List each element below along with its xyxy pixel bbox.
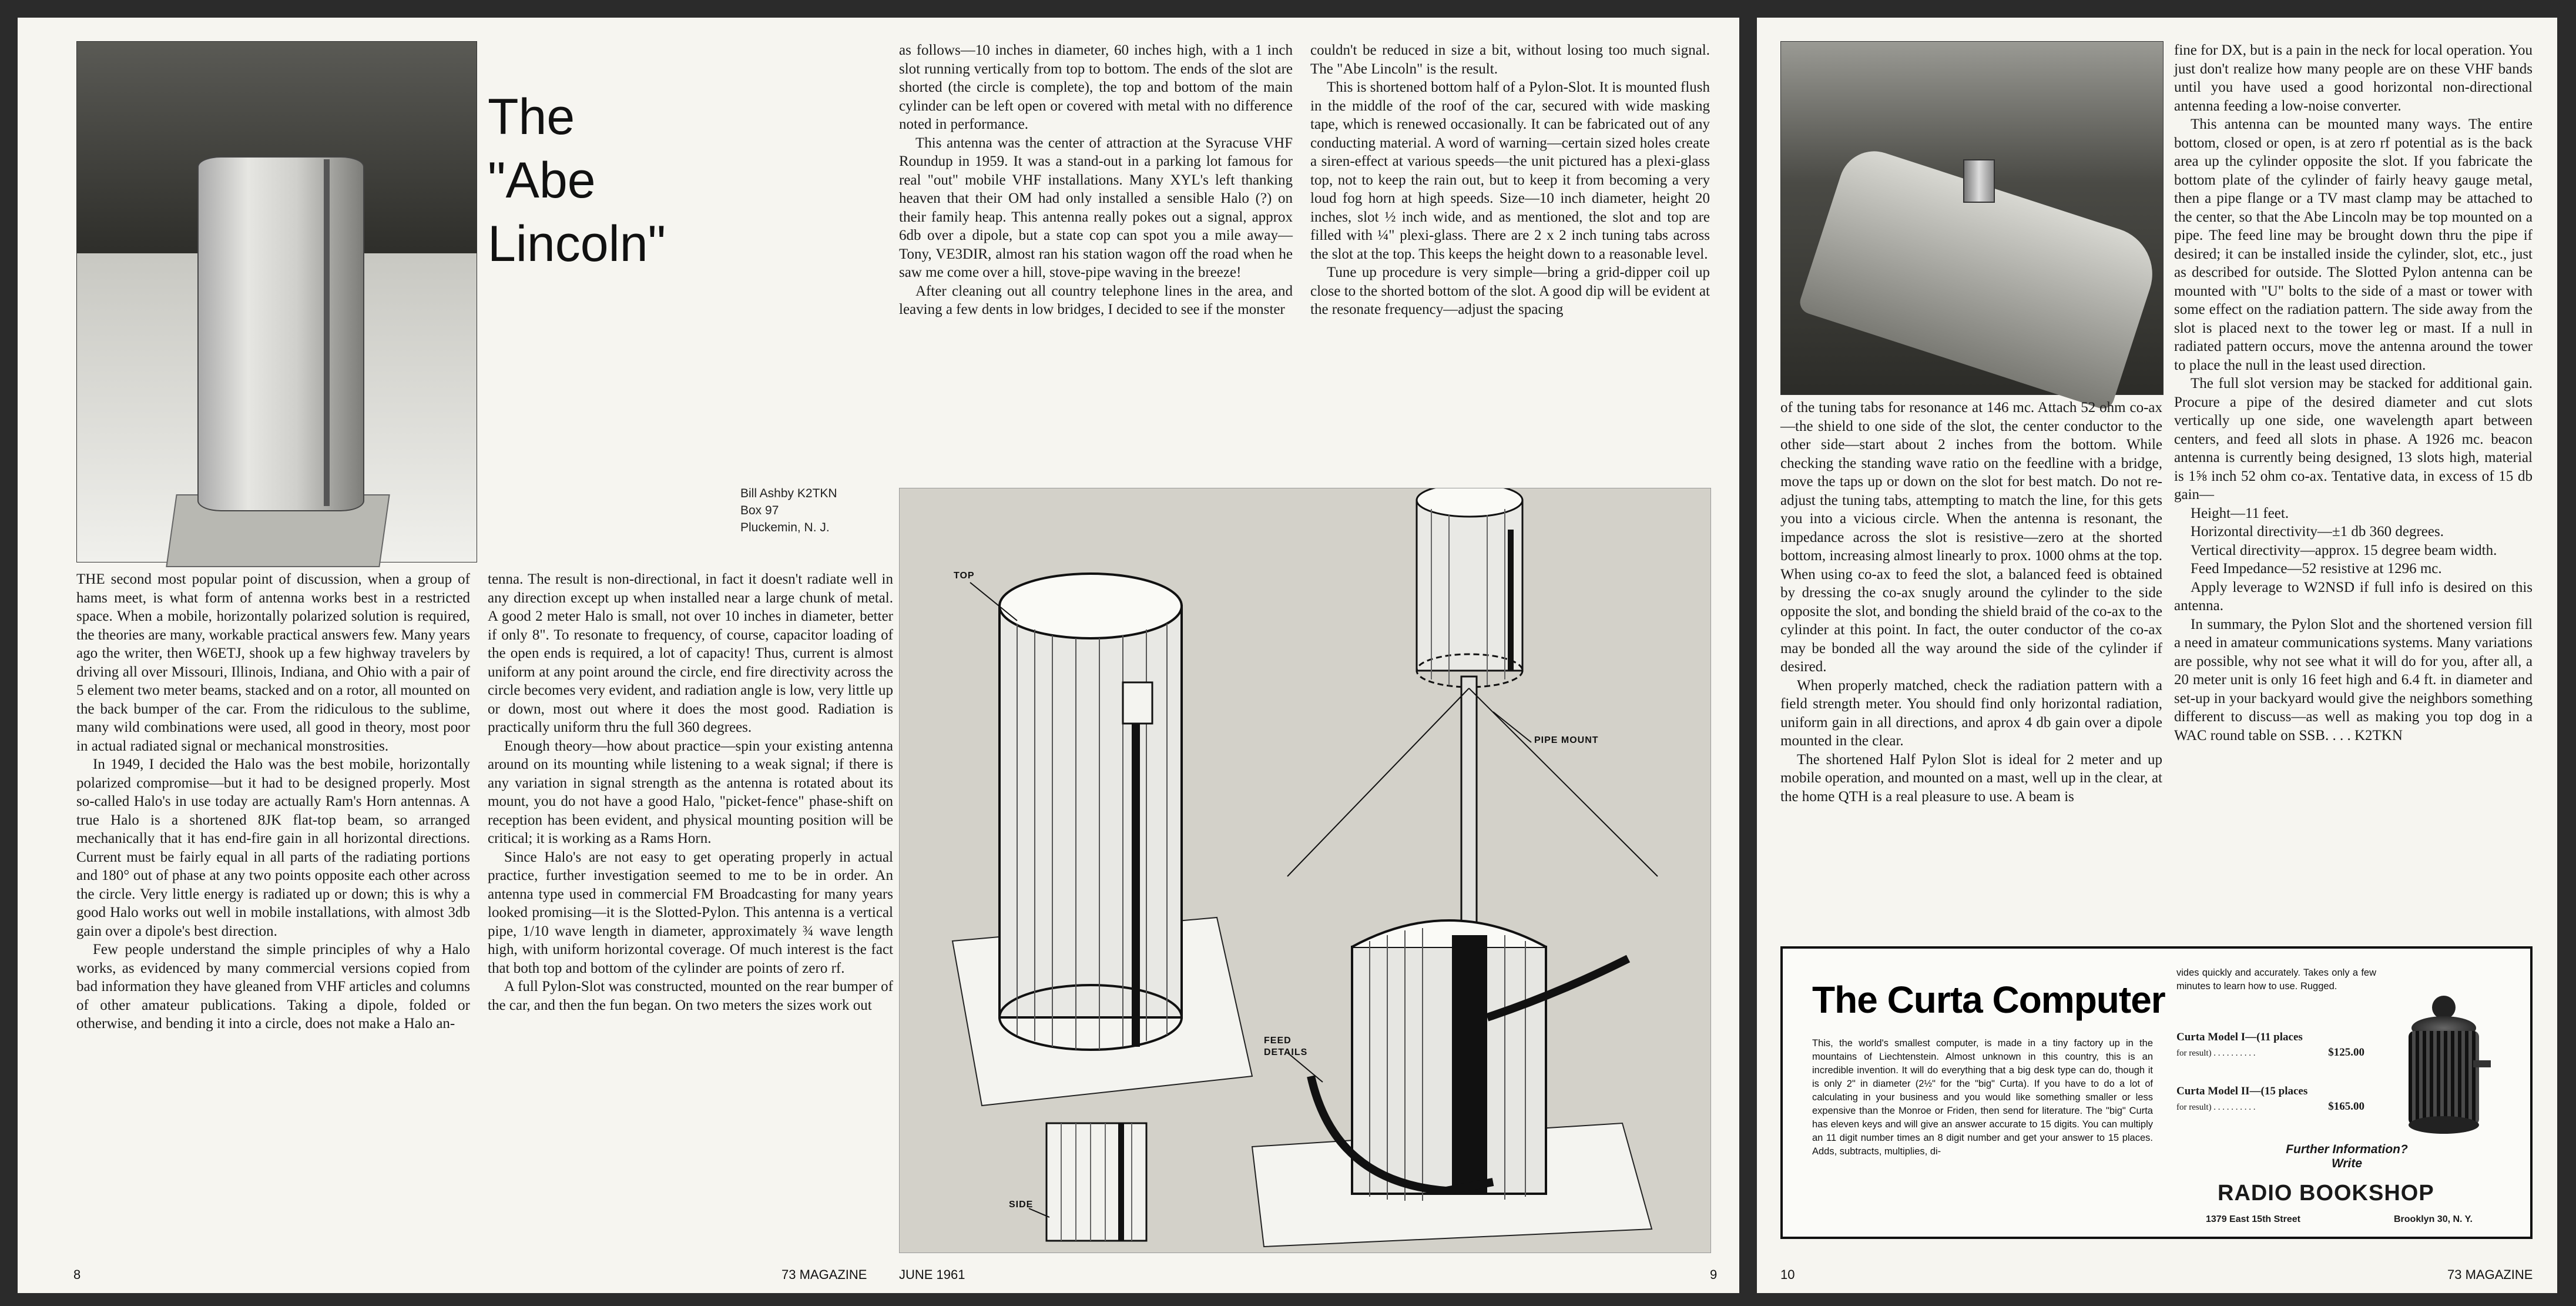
magazine-name-left: 73 MAGAZINE — [781, 1267, 867, 1282]
title-line-2: "Abe — [488, 152, 596, 209]
model-2-price-line — [2176, 1100, 2364, 1113]
ad-body-continued: vides quickly and accurately. Takes only a few minutes to learn how to use. Rugged. — [2176, 967, 2376, 992]
paragraph: tenna. The result is non-directional, in fact it doesn't radiate well in any direction except up when installed near a large chunk of metal. A good 2 meter Halo is small, not over 10 inches in diameter, better if only 8". To resonate to frequency, of course, capacitor loading of the open ends is required, a lot of capacity! Thus, current is almost uniform at any point around the circle, end fire directivity across the circle becomes very evident, and radiation angle is low, very little up or down, most out where it does the most good. Radiation is practically uniform thru the full 360 degrees. — [488, 571, 893, 735]
page-number-9: 9 — [1710, 1267, 1718, 1282]
spec-line: Height—11 feet. — [2191, 505, 2289, 521]
paragraph: The shortened Half Pylon Slot is ideal for 2 meter and up mobile operation, and mounted on a mast, well up in the clear, at the home QTH is a real pleasure to use. A beam is — [1780, 751, 2162, 805]
feed-details-line-2: DETAILS — [1264, 1047, 1308, 1057]
ad-body: This, the world's smallest computer, is made in a tiny factory up in the mountains of Liechtenstein. Almost unknown in this country, this is an incredible invention. It will do everything that a big desk type can do, though it is only 2" in diameter (2½" for the "big" Curta). If you have to do a lot of calculating in your business and you would like something smaller or less expensive than the Monroe or Friden, then send for literature. The "big" Curta has eleven keys and will give an answer accurate to 15 digits. You can multiply an 11 digit number times an 8 digit number and get your answer to 15 places. Adds, subtracts, multiplies, di- — [1812, 1038, 2153, 1157]
paragraph: couldn't be reduced in size a bit, without losing too much signal. The "Abe Lincoln" is the result. — [1310, 42, 1710, 77]
ad-title: The Curta Computer — [1812, 979, 2165, 1021]
model-1-price: $125.00 — [2328, 1046, 2364, 1059]
paragraph: When properly matched, check the radiation pattern with a field strength meter. You should find only horizontal radiation, uniform gain in all directions, and aprox 4 db gain over a dipole mounted in the clear. — [1780, 677, 2162, 749]
diagram-label-feed-details — [1264, 1035, 1307, 1059]
paragraph: The full slot version may be stacked for additional gain. Procure a pipe of the desired diameter and cut slots vertically up one side, one wavelength apart between centers, and feed all slots in phase. A 1926 mc. beacon antenna is currently being designed, 13 slots high, material is 1⅝ inch 52 ohm co-ax. Tentative data, in excess of 15 db gain— — [2174, 376, 2533, 503]
article-column-1 — [76, 570, 470, 1033]
article-column-2 — [488, 570, 893, 1014]
feed-details-line-1: FEED — [1264, 1036, 1292, 1046]
paragraph: as follows—10 inches in diameter, 60 inches high, with a 1 inch slot running vertically from top to bottom. The ends of the slot are shorted (the circle is complete), the top and bottom of the main cylinder can be left open or covered with metal with no difference noted in performance. — [899, 42, 1293, 132]
model-2-price: $165.00 — [2328, 1100, 2364, 1113]
model-2-sub: for result) . . . . . . . . . . — [2176, 1103, 2256, 1112]
car-photo — [1780, 41, 2164, 395]
issue-date: JUNE 1961 — [899, 1267, 965, 1282]
further-info-line-2: Write — [2331, 1157, 2363, 1170]
paragraph: Enough theory—how about practice—spin your existing antenna around on its mounting while listening to a weak signal; if there is any variation in signal strength as the antenna is rotated about its mount, you do not have a good Halo, "picket-fence" phase-shift on reception has been evident, and physical mounting position will be critical; it is working as a Rams Horn. — [488, 738, 893, 846]
paragraph: A full Pylon-Slot was constructed, mounted on the rear bumper of the car, and then the fun began. On two meters the sizes work out — [488, 979, 893, 1013]
paragraph: of the tuning tabs for resonance at 146 mc. Attach 52 ohm co-ax—the shield to one side of the slot, the center conductor to the other side—start about 2 inches from the bottom. While checking the standing wave ratio on the feedline with a bridge, move the taps up or down on the slot for best match. Do not re-adjust the tuning tabs, attempting to match the line, for this gets you into a vicious circle. When the antenna is resonant, the impedance across the slot is resistive—zero at the shorted bottom, increasing almost linearly to prox. 1000 ohms at the top. When using co-ax to feed the slot, a balanced feed is obtained by dressing the co-ax snugly around the cylinder to the side opposite the slot, and bonding the shield braid of the co-ax to the cylinder at this point. In fact, the outer conductor of the co-ax may be bonded all the way around the side of the cylinder if desired. — [1780, 400, 2162, 675]
magazine-page-right — [1757, 18, 2557, 1293]
title-line-3: Lincoln" — [488, 216, 666, 272]
article-column-4 — [1310, 41, 1710, 319]
spec-line: Horizontal directivity—±1 db 360 degrees. — [2191, 524, 2444, 540]
antenna-diagram-drawing — [900, 488, 1710, 1253]
curta-advertisement — [1780, 946, 2533, 1239]
radio-bookshop: RADIO BOOKSHOP — [2218, 1181, 2434, 1205]
article-title — [488, 85, 666, 276]
byline-box: Box 97 — [740, 504, 779, 517]
antenna-photo — [76, 41, 477, 562]
page-number-10: 10 — [1780, 1267, 1795, 1282]
byline-city: Pluckemin, N. J. — [740, 521, 830, 534]
byline-name: Bill Ashby K2TKN — [740, 487, 837, 500]
paragraph: This antenna was the center of attraction at the Syracuse VHF Roundup in 1959. It was a stand-out in a parking lot famous for real "out" mobile VHF installations. Many XYL's left thanking heaven that their OM had only installed a sensible Halo (?) on their family heap. This antenna really pokes out a signal, approx 6db over a dipole, but a state cop can spot you a mile away—Tony, VE3DIR, almost ran his station wagon off the road when he saw me come over a hill, stove-pipe waving in the breeze! — [899, 135, 1293, 280]
further-info — [2229, 1143, 2464, 1171]
model-1-sub: for result) . . . . . . . . . . — [2176, 1049, 2256, 1058]
paragraph: Tune up procedure is very simple—bring a grid-dipper coil up close to the shorted bottom of the slot. A good dip will be evident at the resonate frequency—adjust the spacing — [1310, 264, 1710, 317]
paragraph: In summary, the Pylon Slot and the shortened version fill a need in amateur communications systems. Many variations are possible, why not see what it will do for you, after all, a 20 meter unit is only 16 feet high and 6.4 ft. in diameter and set-up in your backyard would give the neighbors something different to discuss—as well as making you top dog in a WAC round table on SSB. . . . K2TKN — [2174, 616, 2533, 744]
antenna-diagram — [899, 488, 1711, 1253]
diagram-label-top: TOP — [954, 571, 975, 581]
paragraph: Few people understand the simple principles of why a Halo works, as evidenced by many commercial versions copied from bad information they have gleaned from VHF articles and columns of other amateur publications. Taking a dipole, folded or otherwise, and bending it into a circle, does not make a Halo an- — [76, 942, 470, 1032]
paragraph: Since Halo's are not easy to get operating properly in actual practice, further investigation seemed to me to be in order. An antenna type used in commercial FM Broadcasting for many years looked promising—it is the Slotted-Pylon. This antenna is a vertical pipe, 1/10 wave length in diameter, approximately ¾ wave length high, with uniform horizontal coverage. Of much interest is the fact that both top and bottom of the cylinder are points of zero rf. — [488, 849, 893, 976]
paragraph: This antenna can be mounted many ways. The entire bottom, closed or open, is at zero rf potential as is the back area up the cylinder opposite the slot. If you fabricate the bottom plate of the cylinder of fairly heavy gauge metal, then a pipe flange or a TV mast clamp may be attached to the center, so that the Abe Lincoln may be top mounted on a pipe. The feed line may be brought down thru the pipe if desired; it can be installed inside the cylinder, slot, etc., just as described for outside. The Slotted Pylon antenna can be mounted with "U" bolts to the side of a mast or tower with some effect on the radiation pattern. The side away from the slot is placed next to the tower leg or mast. If a null in radiated pattern occurs, move the antenna around the tower to place the null in the least used direction. — [2174, 116, 2533, 373]
magazine-spread-left — [18, 18, 1739, 1293]
diagram-label-pipe-mount: PIPE MOUNT — [1534, 735, 1599, 745]
paragraph: This is shortened bottom half of a Pylon-Slot. It is mounted flush in the middle of the roof of the car, secured with wide masking tape, which is renewed occasionally. It can be fabricated out of any conducting material. A word of warning—certain sized holes create a siren-effect at various speeds—the unit pictured has a plexi-glass top, not to keep the rain out, but to keep it from becoming a very loud fog horn at high speeds. Size—10 inch diameter, height 20 inches, slot ½ inch wide, and as mentioned, the slot and top are filled with ¼" plexi-glass. There are 2 x 2 inch tuning tabs across the slot at the top. This keeps the height down to a reasonable level. — [1310, 79, 1710, 262]
bookshop-city: Brooklyn 30, N. Y. — [2394, 1214, 2473, 1224]
article-column-6 — [2174, 41, 2533, 745]
article-column-3 — [899, 41, 1293, 319]
model-1-price-line — [2176, 1046, 2364, 1059]
paragraph: THE second most popular point of discussion, when a group of hams meet, is what form of antenna works best in a restricted space. When a mobile, horizontally polarized solution is required, the theories are many, workable practical answers few. Many years ago the writer, then W6ETJ, shook up a few highway travelers by driving all over Missouri, Illinois, Indiana, and Ohio with a pair of 5 element two meter beams, stacked and on a rotor, all mounted on the back bumper of the car. From the ridiculous to the sublime, many wild combinations were used, all good in theory, most poor in actual radiated signal or mechanical monstrosities. — [76, 571, 470, 754]
spec-line: Feed Impedance—52 resistive at 1296 mc. — [2191, 561, 2442, 577]
model-1-name: Curta Model I—(11 places — [2176, 1031, 2303, 1043]
diagram-label-side: SIDE — [1009, 1200, 1034, 1210]
bookshop-street: 1379 East 15th Street — [2206, 1214, 2300, 1224]
spec-line: Vertical directivity—approx. 15 degree beam width. — [2191, 542, 2497, 558]
curta-calculator-icon — [2400, 996, 2488, 1137]
title-line-1: The — [488, 89, 575, 145]
paragraph: fine for DX, but is a pain in the neck for local operation. You just don't realize how many people are on these VHF bands until you have used a good horizontal non-directional antenna feeding a low-noise converter. — [2174, 42, 2533, 114]
paragraph: Apply leverage to W2NSD if full info is desired on this antenna. — [2174, 579, 2533, 614]
page-number-8: 8 — [73, 1267, 81, 1282]
model-2-name: Curta Model II—(15 places — [2176, 1085, 2308, 1097]
paragraph: In 1949, I decided the Halo was the best mobile, horizontally polarized compromise—but it had to be designed properly. Most so-called Halo's in use today are actually Ram's Horn antennas. A true Halo is a shortened 8JK flat-top beam, so arranged mechanically that it has end-fire gain in all horizontal directions. Current must be fairly equal in all parts of the radiating portions and 180° out of phase at any two points opposite each other across the circle. Very little energy is radiated up or down; this is why a good Halo works out well in mobile installations, with almost 3db gain over a dipole's best direction. — [76, 756, 470, 939]
article-column-5 — [1780, 399, 2162, 806]
magazine-name-right: 73 MAGAZINE — [2447, 1267, 2533, 1282]
byline — [740, 485, 837, 536]
further-info-line-1: Further Information? — [2286, 1143, 2408, 1156]
paragraph: After cleaning out all country telephone lines in the area, and leaving a few dents in low bridges, I decided to see if the monster — [899, 283, 1293, 317]
